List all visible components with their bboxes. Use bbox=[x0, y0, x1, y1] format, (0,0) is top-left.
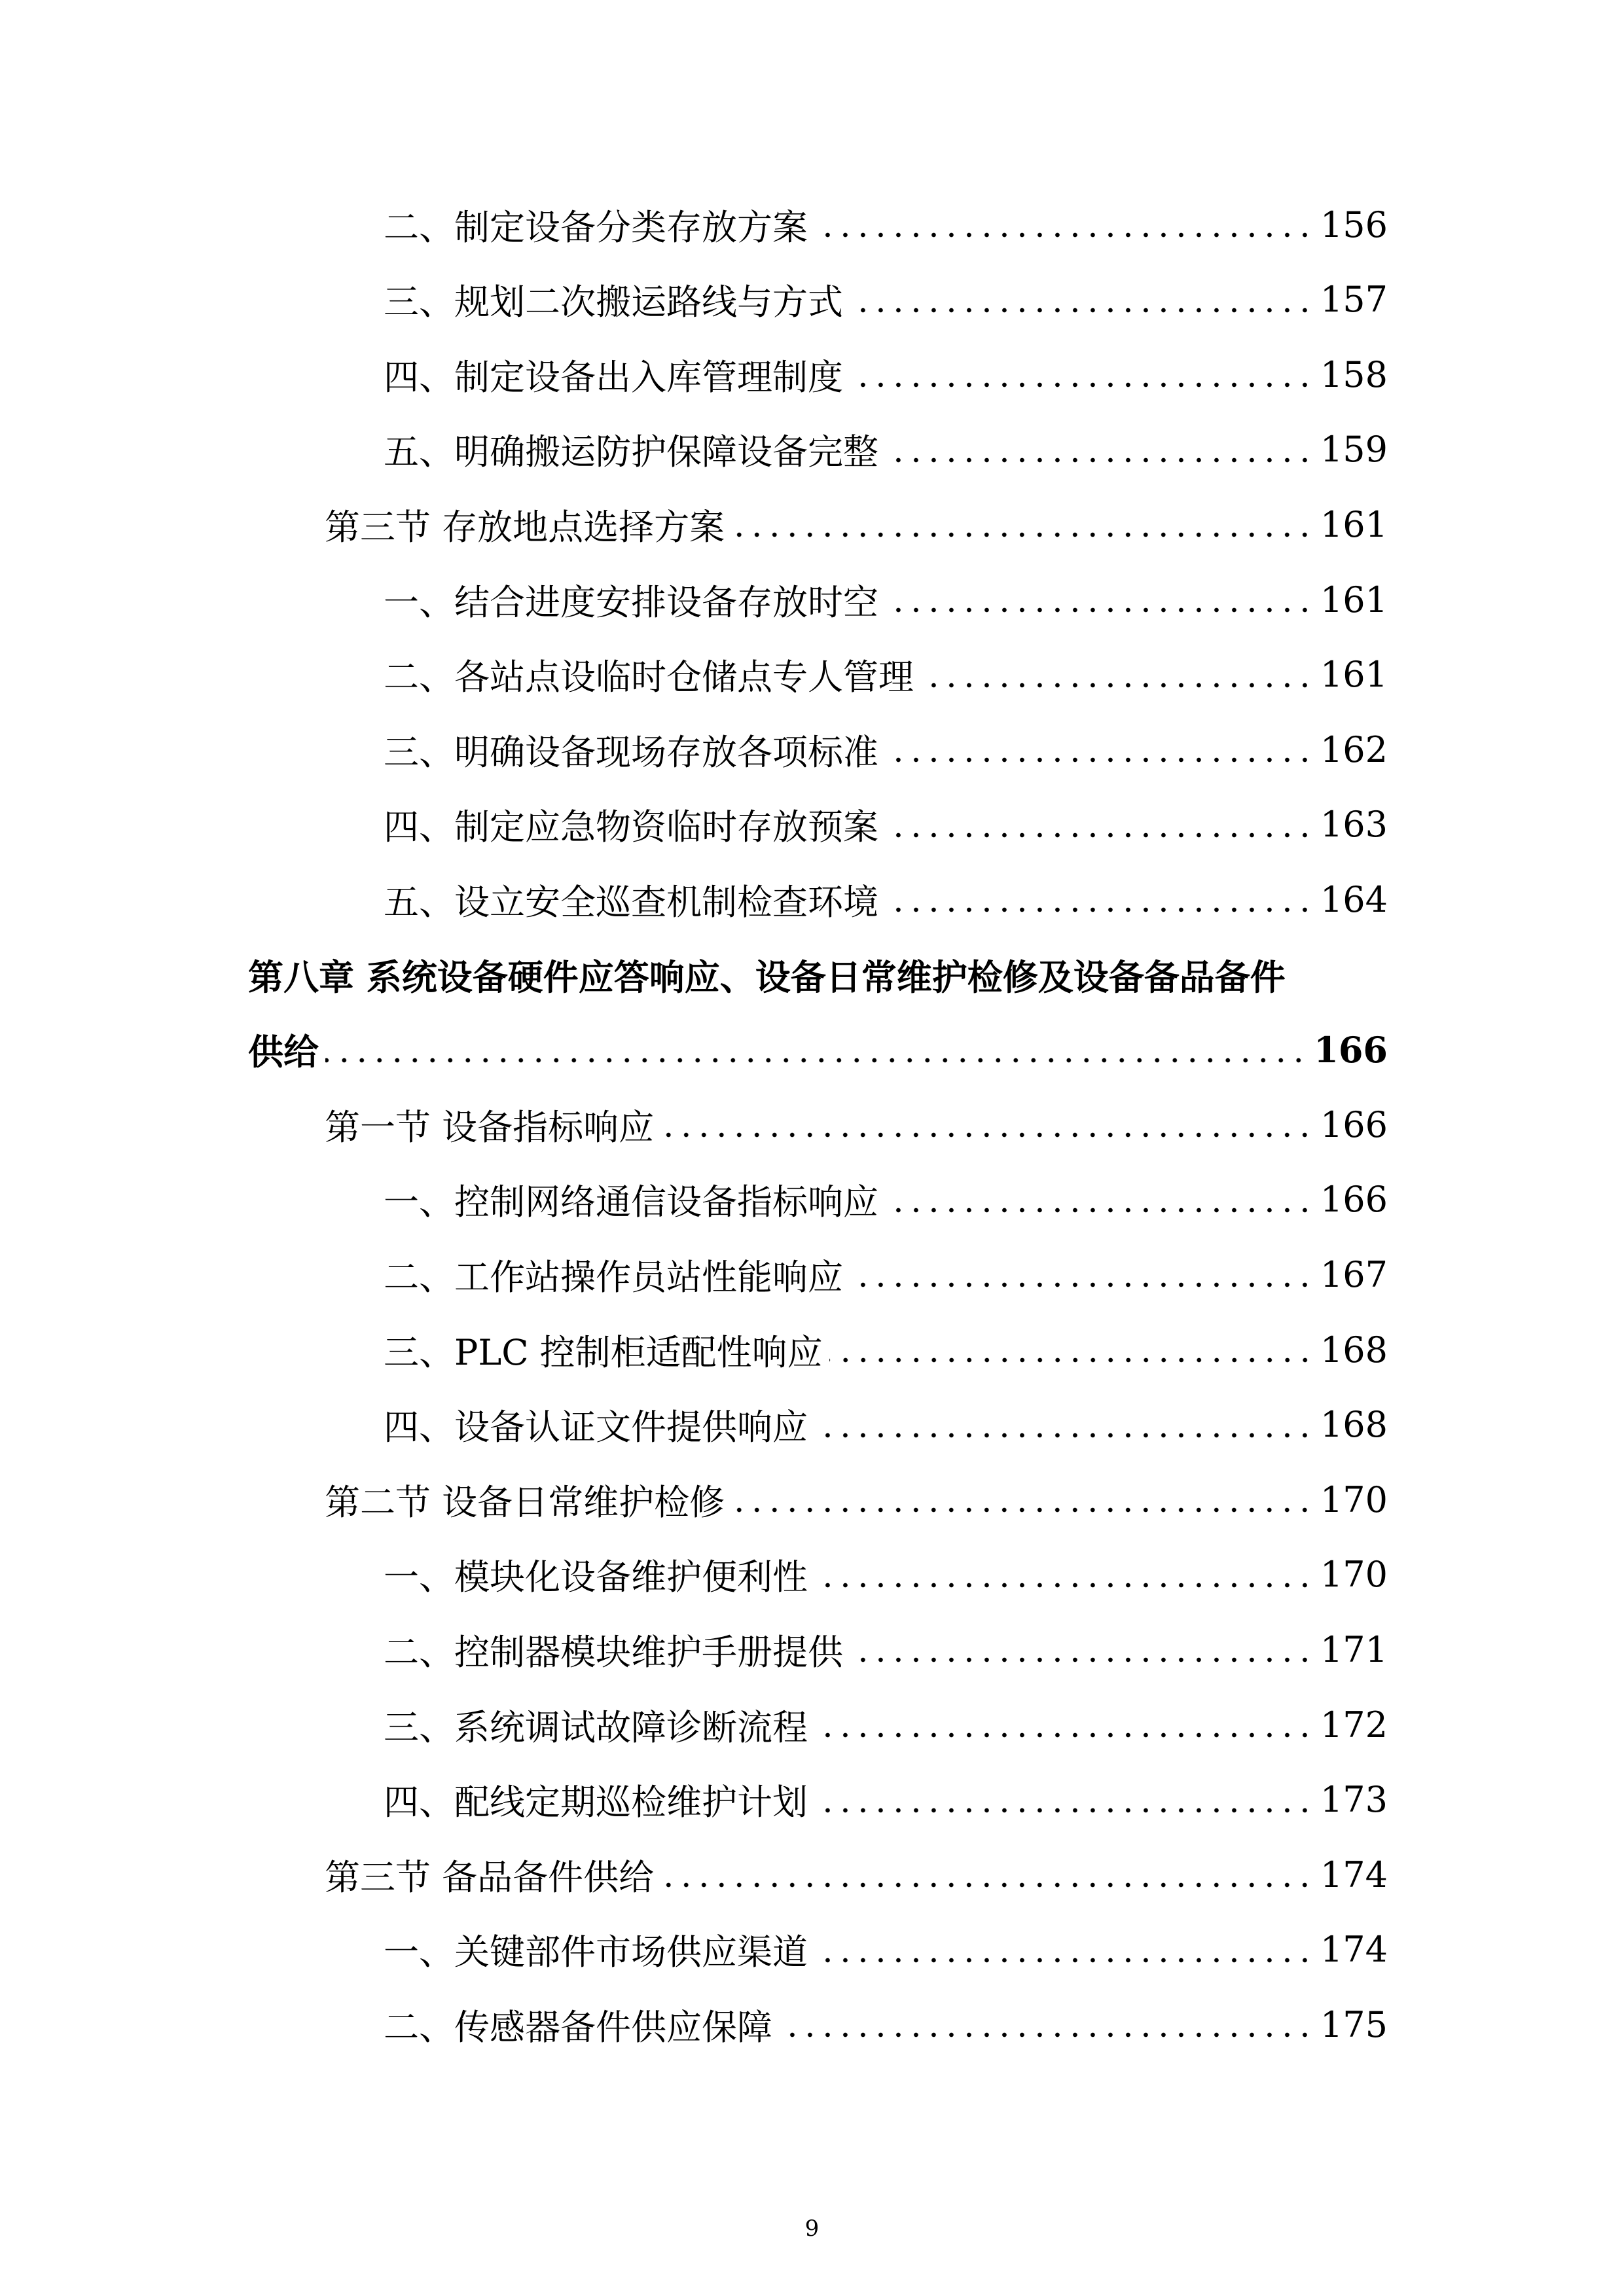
dot-leader bbox=[885, 730, 1314, 769]
toc-subsection-entry[interactable] bbox=[384, 1162, 1388, 1237]
dot-leader bbox=[814, 1405, 1314, 1444]
dot-leader bbox=[885, 430, 1314, 469]
dot-leader bbox=[814, 1555, 1314, 1594]
dot-leader bbox=[885, 805, 1314, 844]
toc-subsection-entry[interactable] bbox=[384, 1763, 1388, 1837]
toc-page-number: 166 bbox=[1320, 1179, 1388, 1221]
toc-page-number: 158 bbox=[1320, 353, 1388, 395]
toc-page-number: 168 bbox=[1320, 1404, 1388, 1446]
toc-section-entry[interactable] bbox=[325, 1837, 1388, 1912]
dot-leader bbox=[731, 1480, 1314, 1519]
toc-page-number: 166 bbox=[1320, 1103, 1388, 1145]
toc-subsection-entry[interactable] bbox=[384, 712, 1388, 787]
toc-subsection-entry[interactable] bbox=[384, 637, 1388, 712]
toc-page-number: 161 bbox=[1320, 579, 1388, 620]
toc-page-number: 172 bbox=[1320, 1704, 1388, 1746]
toc-subsection-entry[interactable] bbox=[384, 1912, 1388, 1987]
dot-leader bbox=[814, 1930, 1314, 1969]
dot-leader bbox=[829, 1330, 1314, 1369]
toc-page-number: 170 bbox=[1320, 1554, 1388, 1596]
toc-entry-title: 五、设立安全巡查机制检查环境 bbox=[384, 881, 878, 923]
toc-page-number: 166 bbox=[1314, 1028, 1388, 1071]
toc-entry-title: 四、设备认证文件提供响应 bbox=[384, 1407, 808, 1448]
dot-leader bbox=[850, 1255, 1314, 1294]
toc-page-number: 171 bbox=[1320, 1628, 1388, 1670]
toc-page-number: 173 bbox=[1320, 1779, 1388, 1821]
toc-subsection-entry[interactable] bbox=[384, 1537, 1388, 1612]
page-number: 9 bbox=[804, 2215, 820, 2242]
toc-entry-title: 二、控制器模块维护手册提供 bbox=[384, 1631, 843, 1673]
toc-entry-title: 四、制定应急物资临时存放预案 bbox=[384, 806, 878, 848]
toc-subsection-entry[interactable] bbox=[384, 1687, 1388, 1762]
toc-page-number: 168 bbox=[1320, 1329, 1388, 1371]
toc-page-number: 162 bbox=[1320, 728, 1388, 770]
toc-entry-title: 三、明确设备现场存放各项标准 bbox=[384, 731, 878, 773]
dot-leader bbox=[885, 1180, 1314, 1219]
toc-section-entry[interactable] bbox=[325, 487, 1388, 562]
toc-page-number: 157 bbox=[1320, 279, 1388, 321]
dot-leader bbox=[850, 280, 1314, 319]
toc-entry-title: 三、规划二次搬运路线与方式 bbox=[384, 281, 843, 323]
dot-leader bbox=[660, 1855, 1314, 1894]
toc-chapter-entry[interactable] bbox=[248, 937, 1388, 1012]
dot-leader bbox=[920, 655, 1314, 694]
dot-leader bbox=[850, 1630, 1314, 1669]
toc-entry-title: 供给 bbox=[248, 1031, 319, 1073]
toc-page-number: 175 bbox=[1320, 2003, 1388, 2045]
toc-page-number: 167 bbox=[1320, 1253, 1388, 1295]
toc-subsection-entry[interactable] bbox=[384, 1312, 1388, 1387]
toc-entry-title: 一、控制网络通信设备指标响应 bbox=[384, 1181, 878, 1223]
toc-entry-title: 一、关键部件市场供应渠道 bbox=[384, 1931, 808, 1973]
toc-page-number: 174 bbox=[1320, 1929, 1388, 1971]
toc-entry-title: 四、制定设备出入库管理制度 bbox=[384, 356, 843, 398]
dot-leader bbox=[779, 2005, 1314, 2044]
toc-subsection-entry[interactable] bbox=[384, 337, 1388, 412]
toc-entry-title: 第八章 系统设备硬件应答响应、设备日常维护检修及设备备品备件 bbox=[248, 956, 1286, 998]
toc-page-number: 164 bbox=[1320, 878, 1388, 920]
toc-chapter-entry[interactable] bbox=[248, 1013, 1388, 1087]
toc-entry-title: 第三节 存放地点选择方案 bbox=[325, 506, 725, 548]
toc-subsection-entry[interactable] bbox=[384, 1987, 1388, 2062]
dot-leader bbox=[660, 1105, 1314, 1144]
toc-entry-title: 三、PLC 控制柜适配性响应 bbox=[384, 1331, 823, 1373]
toc-entry-title: 二、传感器备件供应保障 bbox=[384, 2006, 772, 2048]
toc-page-number: 163 bbox=[1320, 804, 1388, 846]
toc-subsection-entry[interactable] bbox=[384, 262, 1388, 337]
toc-subsection-entry[interactable] bbox=[384, 187, 1388, 262]
toc-subsection-entry[interactable] bbox=[384, 1237, 1388, 1312]
toc-entry-title: 一、模块化设备维护便利性 bbox=[384, 1556, 808, 1598]
toc-subsection-entry[interactable] bbox=[384, 412, 1388, 487]
toc-subsection-entry[interactable] bbox=[384, 787, 1388, 862]
dot-leader bbox=[885, 880, 1314, 919]
toc-subsection-entry[interactable] bbox=[384, 1388, 1388, 1462]
toc-entry-title: 五、明确搬运防护保障设备完整 bbox=[384, 431, 878, 473]
toc-entry-title: 第一节 设备指标响应 bbox=[325, 1106, 655, 1148]
toc-subsection-entry[interactable] bbox=[384, 562, 1388, 637]
toc-section-entry[interactable] bbox=[325, 1087, 1388, 1162]
dot-leader bbox=[850, 355, 1314, 394]
toc-entry-title: 一、结合进度安排设备存放时空 bbox=[384, 581, 878, 623]
toc-entry-title: 第三节 备品备件供给 bbox=[325, 1856, 655, 1898]
toc-page-number: 159 bbox=[1320, 429, 1388, 471]
toc-entry-title: 第二节 设备日常维护检修 bbox=[325, 1481, 725, 1523]
dot-leader bbox=[814, 205, 1314, 244]
toc-entry-title: 二、各站点设临时仓储点专人管理 bbox=[384, 656, 914, 698]
dot-leader bbox=[885, 580, 1314, 619]
dot-leader bbox=[814, 1780, 1314, 1820]
toc-entry-title: 二、制定设备分类存放方案 bbox=[384, 206, 808, 248]
toc-page-number: 170 bbox=[1320, 1479, 1388, 1520]
toc-subsection-entry[interactable] bbox=[384, 1612, 1388, 1687]
toc-page-number: 156 bbox=[1320, 204, 1388, 245]
toc-section-entry[interactable] bbox=[325, 1462, 1388, 1537]
toc-entry-title: 四、配线定期巡检维护计划 bbox=[384, 1782, 808, 1823]
toc-entry-title: 三、系统调试故障诊断流程 bbox=[384, 1706, 808, 1748]
toc-subsection-entry[interactable] bbox=[384, 862, 1388, 937]
dot-leader bbox=[814, 1705, 1314, 1744]
toc-page-number: 174 bbox=[1320, 1854, 1388, 1895]
toc-entry-title: 二、工作站操作员站性能响应 bbox=[384, 1256, 843, 1298]
toc-page-number: 161 bbox=[1320, 654, 1388, 696]
dot-leader bbox=[731, 505, 1314, 544]
dot-leader bbox=[325, 1030, 1307, 1069]
toc-page-number: 161 bbox=[1320, 503, 1388, 545]
